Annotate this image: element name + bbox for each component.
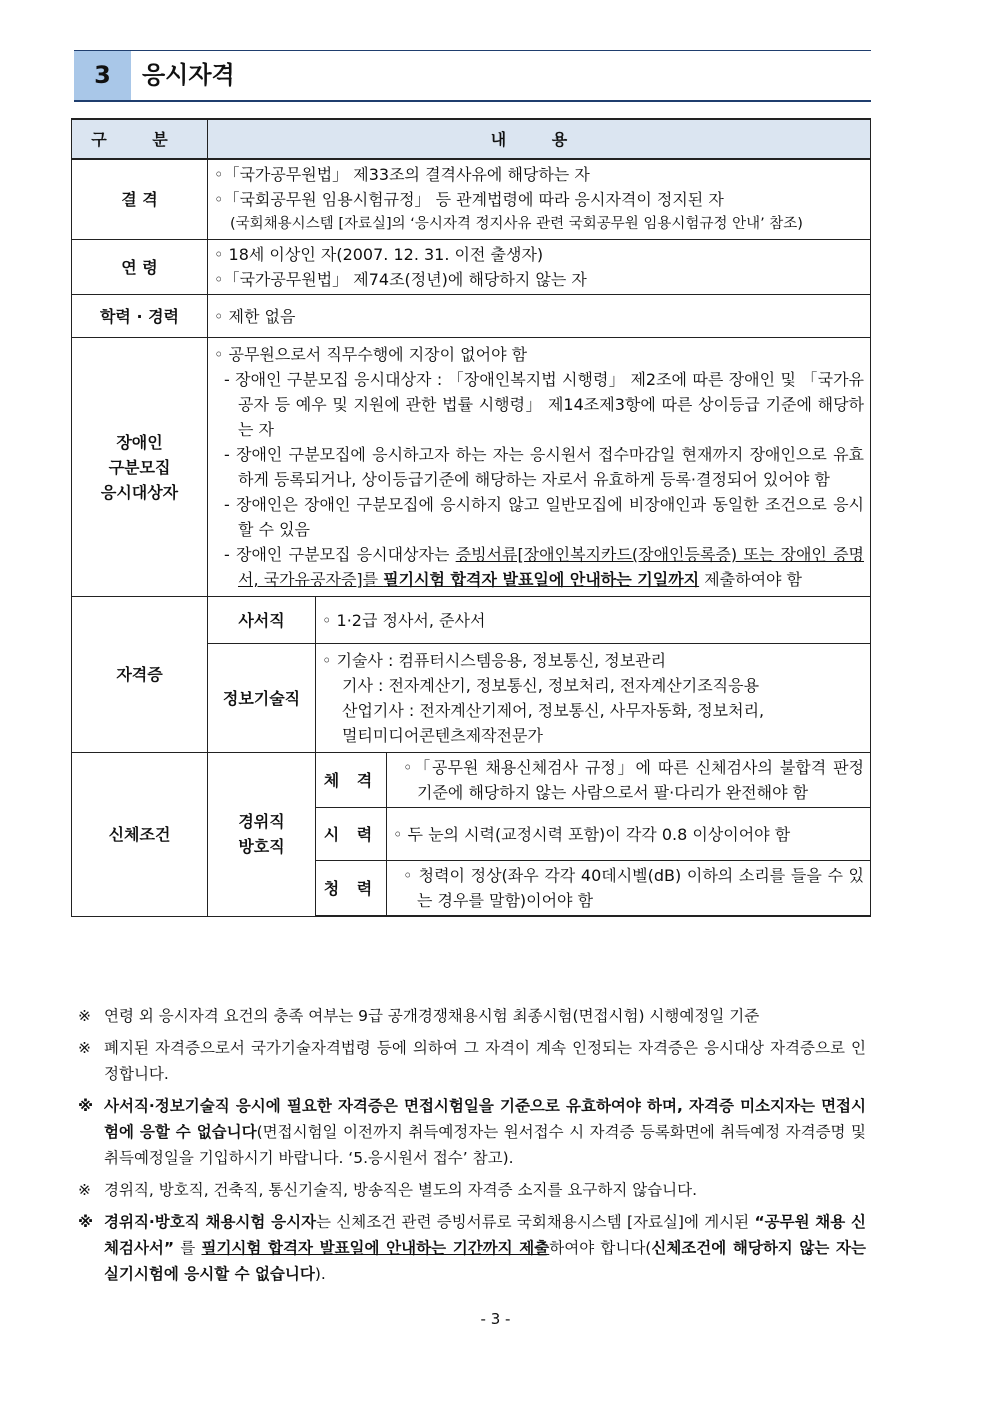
note-4 (76, 1177, 866, 1203)
row-disqualification (72, 159, 871, 240)
note-2 (76, 1035, 866, 1087)
qualification-table (71, 118, 871, 917)
header-content: 내 용 (208, 119, 871, 159)
disabled-intro: ◦ 공무원으로서 직무수행에 지장이 없어야 함 (214, 345, 528, 364)
note-text: 연령 외 응시자격 요건의 충족 여부는 9급 공개경쟁채용시험 최종시험(면접시험) 시행예정일 기준 (104, 1007, 760, 1025)
row-age (72, 240, 871, 295)
disabled-last-bold: 필기시험 합격자 발표일에 안내하는 기일까지 (383, 570, 700, 589)
education-item: ◦ 제한 없음 (208, 295, 871, 338)
label-physical: 신체조건 (72, 753, 208, 917)
section-header (74, 50, 871, 102)
note-bold: 경위직·방호직 채용시험 응시자 (104, 1213, 317, 1231)
note-3 (76, 1093, 866, 1171)
label-disabled: 장애인 (116, 432, 163, 452)
row-education (72, 295, 871, 338)
label-hearing: 청 력 (316, 861, 387, 917)
age-item: ◦「국가공무원법」 제74조(정년)에 해당하지 않는 자 (214, 270, 587, 289)
note-text: 를 (174, 1239, 202, 1257)
disabled-item-last (214, 542, 864, 592)
note-text: 하여야 합니다( (549, 1239, 652, 1257)
section-title: 응시자격 (142, 61, 235, 89)
note-5 (76, 1209, 866, 1287)
disabled-item: - 장애인 구분모집 응시대상자 : 「장애인복지법 시행령」 제2조에 따른 장애인 및 「국가유공자 등 예우 및 지원에 관한 법률 시행령」 제14조제3항에 따른 상이등급 기준에 해당하는 자 (224, 370, 864, 439)
label-disabled: 구분모집 (108, 457, 171, 477)
label-it: 정보기술직 (208, 644, 316, 753)
label-certificate: 자격증 (72, 597, 208, 753)
row-disabled (72, 338, 871, 597)
section-number: 3 (74, 51, 131, 100)
age-item: ◦ 18세 이상인 자(2007. 12. 31. 이전 출생자) (214, 245, 544, 264)
header-category: 구 분 (72, 119, 208, 159)
note-bold: 사서직·정보기술직 응시에 필요한 자격증은 면접시험일을 기준으로 유효하여야 하며, 자격증 미소지자는 면접시험에 응할 수 없습니다 (104, 1097, 866, 1141)
it-line: 산업기사 : 전자계산기제어, 정보통신, 사무자동화, 정보처리, (342, 701, 765, 720)
disq-item: ◦「국회공무원 임용시험규정」 등 관계법령에 따라 응시자격이 정지된 자 (214, 190, 724, 209)
disabled-last-underline: 증빙서류[장애인복지카드(장애인등록증) 또는 장애인 증명서, 국가유공자증]를 (238, 545, 865, 589)
note-text: 는 신체조건 관련 증빙서류로 국회채용시스템 [자료실]에 게시된 (316, 1213, 755, 1231)
page-number: - 3 - (480, 1310, 511, 1328)
note-text: 경위직, 방호직, 건축직, 통신기술직, 방송직은 별도의 자격증 소지를 요구하지 않습니다. (104, 1181, 698, 1199)
note-mark: ※ (78, 1007, 91, 1025)
disabled-last-suffix: 제출하여야 함 (699, 570, 803, 589)
label-clerk: 사서직 (208, 597, 316, 644)
note-text: ). (314, 1265, 326, 1283)
label-body: 체 격 (316, 753, 387, 808)
clerk-item: ◦ 1·2급 정사서, 준사서 (316, 597, 871, 644)
label-physical-group: 방호직 (238, 837, 285, 857)
disabled-last-prefix: - 장애인 구분모집 응시대상자는 (224, 545, 456, 564)
body-item: ◦「공무원 채용신체검사 규정」에 따른 신체검사의 불합격 판정 기준에 해당하지 않는 사람으로서 팔·다리가 완전해야 함 (403, 758, 864, 802)
label-disabled: 응시대상자 (100, 482, 179, 502)
hearing-item: ◦ 청력이 정상(좌우 각각 40데시벨(dB) 이하의 소리를 들을 수 있는 경우를 말함)이어야 함 (403, 866, 864, 910)
note-1 (76, 1003, 866, 1029)
note-mark: ※ (78, 1097, 94, 1115)
note-bold: “공무원 채용 신체검사서” (104, 1213, 866, 1257)
disabled-item: - 장애인은 장애인 구분모집에 응시하지 않고 일반모집에 비장애인과 동일한 조건으로 응시할 수 있음 (224, 495, 864, 539)
it-line: ◦ 기술사 : 컴퓨터시스템응용, 정보통신, 정보관리 (322, 651, 667, 670)
note-mark: ※ (78, 1213, 94, 1231)
it-line: 멀티미디어콘텐츠제작전문가 (342, 726, 543, 745)
row-physical-body (72, 753, 871, 808)
disq-note: (국회채용시스템 [자료실]의 ‘응시자격 정지사유 관련 국회공무원 임용시험규정 안내’ 참조) (230, 216, 803, 232)
label-education: 학력 · 경력 (72, 295, 208, 338)
disabled-item: - 장애인 구분모집에 응시하고자 하는 자는 응시원서 접수마감일 현재까지 장애인으로 유효하게 등록되거나, 상이등급기준에 해당하는 자로서 유효하게 등록·결정되어 있어야 함 (224, 445, 864, 489)
note-text: (면접시험일 이전까지 취득예정자는 원서접수 시 자격증 등록화면에 취득예정 자격증명 및 취득예정일을 기입하시기 바랍니다. ‘5.응시원서 접수’ 참고). (104, 1123, 866, 1167)
vision-item: ◦ 두 눈의 시력(교정시력 포함)이 각각 0.8 이상이어야 함 (387, 808, 871, 861)
note-mark: ※ (78, 1039, 91, 1057)
row-certificate-clerk (72, 597, 871, 644)
it-line: 기사 : 전자계산기, 정보통신, 정보처리, 전자계산기조직응용 (342, 676, 760, 695)
label-disqualification: 결 격 (72, 159, 208, 240)
note-mark: ※ (78, 1181, 91, 1199)
disq-item: ◦「국가공무원법」 제33조의 결격사유에 해당하는 자 (214, 165, 590, 184)
label-age: 연 령 (72, 240, 208, 295)
notes (76, 1003, 866, 1287)
label-physical-group: 경위직 (238, 812, 285, 832)
note-bold: 신체조건에 해당하지 않는 자는 실기시험에 응시할 수 없습니다 (104, 1239, 866, 1283)
label-vision: 시 력 (316, 808, 387, 861)
note-bold: 필기시험 합격자 발표일에 안내하는 기간까지 제출 (201, 1239, 550, 1257)
note-text: 폐지된 자격증으로서 국가기술자격법령 등에 의하여 그 자격이 계속 인정되는 자격증은 응시대상 자격증으로 인정합니다. (104, 1039, 866, 1083)
